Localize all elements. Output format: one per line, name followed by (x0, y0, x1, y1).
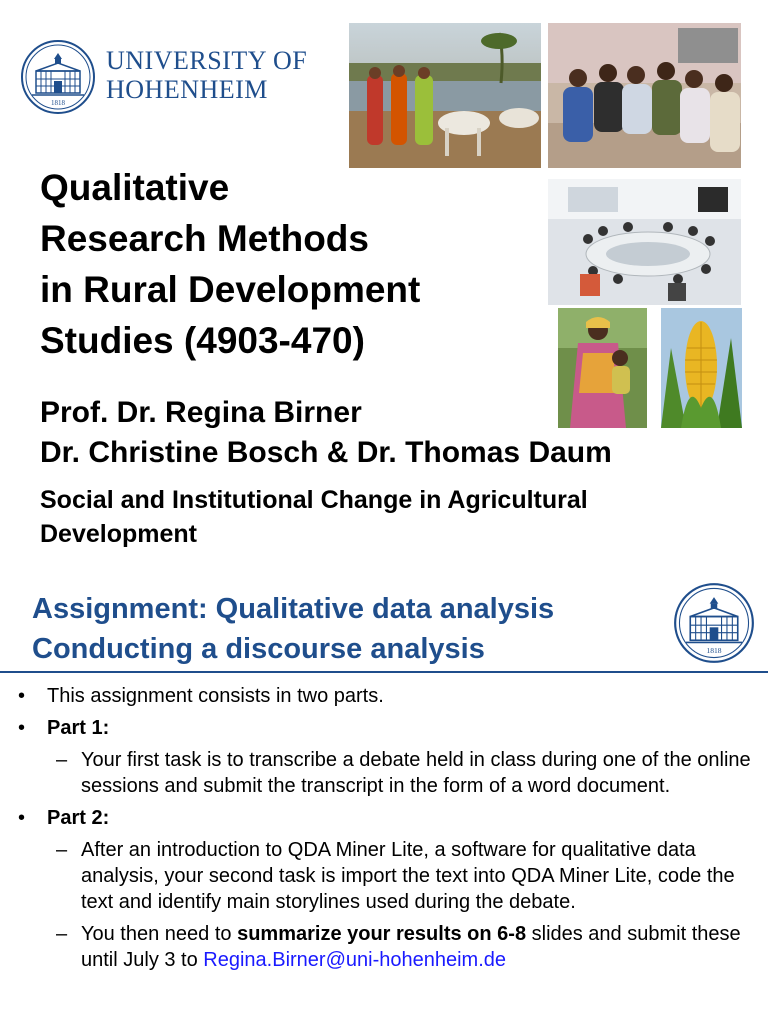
photo-corn-cob (661, 308, 742, 428)
assignment-bullets (18, 683, 758, 979)
summary-text-mid: slides and submit these until July 3 to (81, 923, 741, 971)
dash-marker: – (56, 923, 68, 945)
bullet-intro (18, 683, 758, 709)
dash-marker: – (56, 839, 68, 861)
course-title (40, 162, 420, 366)
title-line-3: in Rural Development (40, 269, 421, 310)
author-line-2: Dr. Christine Bosch & Dr. Thomas Daum (40, 436, 612, 469)
assignment-title-line-1: Assignment: Qualitative data analysis (32, 593, 555, 625)
bullet-marker: • (18, 717, 26, 739)
header-divider (0, 671, 768, 673)
title-line-1: Qualitative (40, 167, 230, 208)
wordmark-line-2: HOHENHEIM (106, 75, 268, 104)
university-seal-small-logo (673, 582, 755, 664)
photo-conference-room (548, 179, 741, 305)
assignment-title (32, 589, 554, 669)
title-line-2: Research Methods (40, 218, 369, 259)
subbullet-part2-summary (18, 921, 758, 973)
university-seal-logo (20, 39, 96, 115)
subbullet-part2-task (18, 837, 758, 915)
part2-task-text: After an introduction to QDA Miner Lite, a software for qualitative data analysis, your second task is import the text into QDA Miner Lite, code the text and identify main storylines used during the debate. (81, 839, 735, 913)
assignment-title-line-2: Conducting a discourse analysis (32, 633, 485, 665)
wordmark-line-1: UNIVERSITY OF (106, 46, 308, 75)
subbullet-part1-task (18, 747, 758, 799)
author-line-1: Prof. Dr. Regina Birner (40, 396, 362, 429)
seal-small-year: 1818 (706, 646, 722, 656)
department-name: Social and Institutional Change in Agricultural Development (40, 486, 588, 548)
bullet-part2 (18, 805, 758, 831)
part1-label: Part 1: (47, 717, 110, 739)
author-list (40, 393, 612, 473)
email-link[interactable]: Regina.Birner@uni-hohenheim.de (203, 949, 507, 971)
bullet-part1 (18, 715, 758, 741)
university-wordmark (106, 46, 307, 104)
dash-marker: – (56, 749, 68, 771)
part1-task-text: Your first task is to transcribe a debate held in class during one of the online sessions and submit the transcript in the form of a word document. (81, 749, 751, 797)
summary-text-bold: summarize your results on 6-8 (237, 923, 527, 945)
seal-year: 1818 (51, 99, 65, 107)
bullet-intro-text: This assignment consists in two parts. (47, 685, 384, 707)
bullet-marker: • (18, 807, 26, 829)
photo-women-with-goats (349, 23, 541, 168)
bullet-marker: • (18, 685, 26, 707)
title-line-4: Studies (4903-470) (40, 320, 365, 361)
photo-men-seated-meeting (548, 23, 741, 168)
part2-label: Part 2: (47, 807, 110, 829)
summary-text-pre: You then need to (81, 923, 238, 945)
